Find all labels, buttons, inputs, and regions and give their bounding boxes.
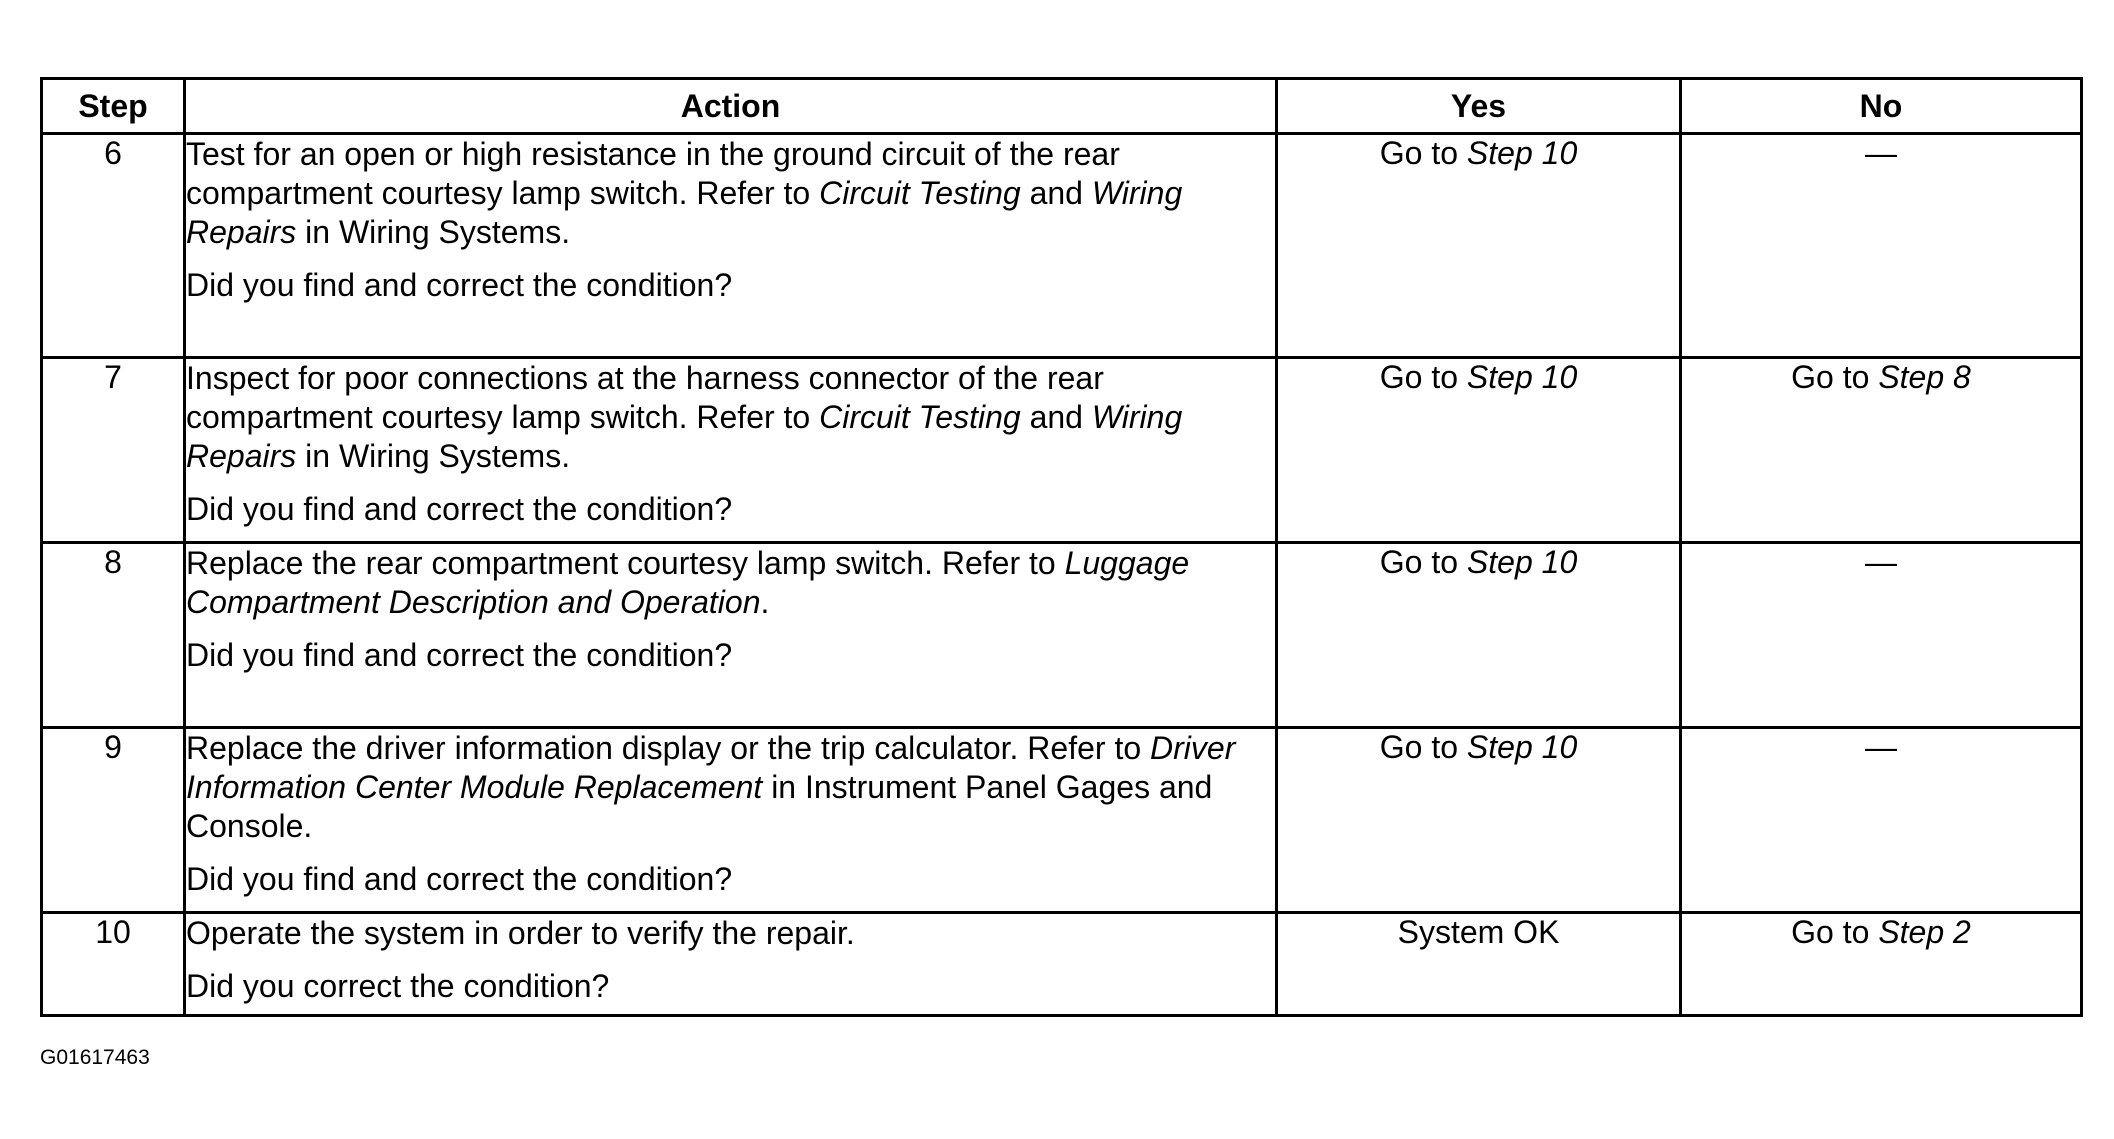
action-text-segment: and	[1020, 399, 1092, 435]
action-text-segment: Operate the system in order to verify the repair.	[186, 915, 855, 951]
action-text-segment: in Wiring Systems.	[296, 438, 571, 474]
action-cell	[185, 543, 1277, 728]
action-text-segment: and	[1020, 175, 1092, 211]
yes-result	[1277, 134, 1681, 358]
action-text	[186, 914, 1275, 953]
action-text	[186, 359, 1275, 476]
step-number: 8	[42, 543, 185, 728]
no-result	[1681, 913, 2082, 1016]
table-row	[42, 728, 2082, 913]
yes-result-segment: Step 10	[1466, 544, 1578, 580]
yes-result	[1277, 543, 1681, 728]
action-text-segment: Circuit Testing	[819, 399, 1021, 435]
action-text-segment: in Instrument Panel Gages and Console.	[186, 769, 1213, 844]
action-question: Did you find and correct the condition?	[186, 861, 733, 897]
action-text-segment: Inspect for poor connections at the harness connector of the rear compartment courtesy lamp switch. Refer to	[186, 360, 1104, 435]
no-result	[1681, 728, 2082, 913]
yes-result-segment: Step 10	[1466, 359, 1578, 395]
no-result-segment: —	[1865, 729, 1897, 765]
action-text-segment: Wiring Repairs	[186, 175, 1183, 250]
yes-result-segment: System OK	[1397, 914, 1560, 950]
action-text	[186, 729, 1275, 846]
table-row	[42, 913, 2082, 1016]
step-number: 7	[42, 358, 185, 543]
no-result-segment: Step 8	[1878, 359, 1971, 395]
no-result-segment: Step 2	[1878, 914, 1971, 950]
action-text-segment: Replace the driver information display or the trip calculator. Refer to	[186, 730, 1151, 766]
table-header-row	[42, 79, 2082, 134]
action-text-segment: in Wiring Systems.	[296, 214, 571, 250]
table-body	[42, 134, 2082, 1016]
action-text-segment: Replace the rear compartment courtesy lamp switch. Refer to	[186, 545, 1065, 581]
action-text-segment: Wiring Repairs	[186, 399, 1183, 474]
header-action: Action	[185, 79, 1277, 134]
action-text-segment: Luggage Compartment Description and Operation	[186, 545, 1190, 620]
yes-result-segment: Go to	[1379, 135, 1467, 171]
step-number: 10	[42, 913, 185, 1016]
step-number: 6	[42, 134, 185, 358]
action-text-segment: .	[760, 584, 770, 620]
action-text-segment: Test for an open or high resistance in the ground circuit of the rear compartment courtesy lamp switch. Refer to	[186, 136, 1120, 211]
yes-result-segment: Go to	[1379, 729, 1467, 765]
action-text-segment: Driver Information Center Module Replacement	[186, 730, 1236, 805]
diagnostic-table	[40, 77, 2083, 1017]
yes-result-segment: Step 10	[1466, 135, 1578, 171]
action-text-segment: Circuit Testing	[819, 175, 1021, 211]
no-result-segment: Go to	[1791, 914, 1879, 950]
header-step: Step	[42, 79, 185, 134]
yes-result-segment: Go to	[1379, 544, 1467, 580]
action-cell	[185, 358, 1277, 543]
no-result-segment: Go to	[1791, 359, 1879, 395]
no-result-segment: —	[1865, 544, 1897, 580]
yes-result	[1277, 728, 1681, 913]
figure-id: G01617463	[40, 1046, 150, 1069]
table-row	[42, 543, 2082, 728]
table-row	[42, 358, 2082, 543]
header-yes: Yes	[1277, 79, 1681, 134]
action-question: Did you find and correct the condition?	[186, 267, 733, 303]
action-question: Did you find and correct the condition?	[186, 637, 733, 673]
yes-result	[1277, 358, 1681, 543]
no-result	[1681, 134, 2082, 358]
no-result-segment: —	[1865, 135, 1897, 171]
action-text	[186, 544, 1275, 622]
action-question: Did you find and correct the condition?	[186, 491, 733, 527]
action-cell	[185, 134, 1277, 358]
yes-result-segment: Go to	[1379, 359, 1467, 395]
table-row	[42, 134, 2082, 358]
action-question: Did you correct the condition?	[186, 968, 610, 1004]
no-result	[1681, 358, 2082, 543]
header-no: No	[1681, 79, 2082, 134]
no-result	[1681, 543, 2082, 728]
action-text	[186, 135, 1275, 252]
yes-result-segment: Step 10	[1466, 729, 1578, 765]
diagnostic-table-container	[40, 77, 2080, 1017]
yes-result	[1277, 913, 1681, 1016]
action-cell	[185, 913, 1277, 1016]
step-number: 9	[42, 728, 185, 913]
action-cell	[185, 728, 1277, 913]
